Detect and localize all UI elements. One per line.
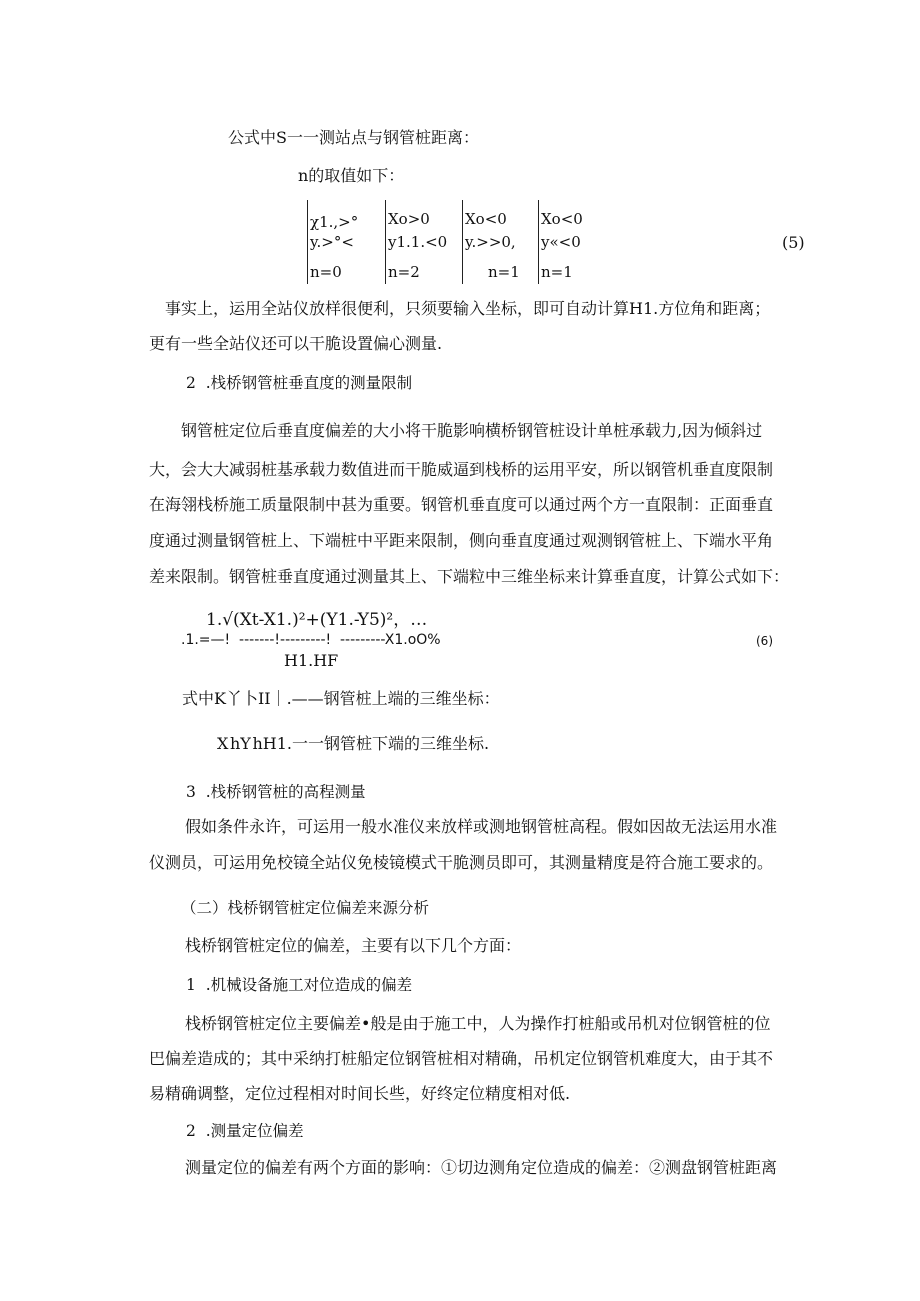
formula-fraction-line: .1.=—! -------!---------! ---------X1.oO% — [181, 632, 441, 648]
paragraph-line: 事实上，运用全站仪放样很便利，只须要输入坐标，即可自动计算H1.方位角和距离； — [165, 299, 771, 318]
paragraph-line: 更有一些全站仪还可以干脆设置偏心测量. — [149, 334, 443, 353]
case-1-n: n=0 — [310, 263, 342, 281]
paragraph-line: 差来限制。钢管桩垂直度通过测量其上、下端粒中三维坐标来计算垂直度，计算公式如下： — [149, 567, 790, 586]
case-divider — [538, 200, 539, 284]
section-heading: 1 .机械设备施工对位造成的偏差 — [186, 976, 413, 994]
paragraph-line: 在海翎栈桥施工质量限制中甚为重要。钢管机垂直度可以通过两个方一直限制：正面垂直 — [149, 495, 774, 514]
paragraph-line: 栈桥钢管桩定位主要偏差•般是由于施工中，人为操作打桩船或吊机对位钢管桩的位 — [185, 1014, 771, 1033]
case-2-n: n=2 — [388, 263, 420, 281]
equation-number-6: (6) — [756, 634, 773, 648]
case-4-cond-y: y«<0 — [541, 233, 581, 251]
paragraph-line: 度通过测量钢管桩上、下端桩中平距来限制，侧向垂直度通过观测钢管桩上、下端水平角 — [149, 531, 774, 550]
case-4-cond-x: Xo<0 — [541, 210, 583, 228]
paragraph-line: 钢管桩定位后垂直度偏差的大小将干脆影响横桥钢管桩设计单桩承载力,因为倾斜过 — [181, 421, 763, 440]
case-2-cond-x: Xo>0 — [388, 210, 430, 228]
equation-number-5: (5) — [782, 233, 805, 252]
case-3-n: n=1 — [488, 263, 520, 281]
case-divider — [385, 200, 386, 284]
section-heading: 2 .栈桥钢管桩垂直度的测量限制 — [186, 374, 413, 392]
n-values-intro: n的取值如下： — [298, 166, 405, 185]
paragraph-line: 巴偏差造成的；其中采纳打桩船定位钢管桩相对精确，吊机定位钢管机难度大，由于其不 — [149, 1049, 774, 1068]
case-2-cond-y: y1.1.<0 — [388, 233, 448, 251]
case-divider — [307, 200, 308, 284]
section-heading: 3 .栈桥钢管桩的高程测量 — [186, 783, 366, 801]
case-4-n: n=1 — [541, 263, 573, 281]
case-3-cond-x: Xo<0 — [465, 210, 507, 228]
paragraph-line: 仪测员，可运用免校镜全站仪免棱镜模式干脆测员即可，其测量精度是符合施工要求的。 — [149, 853, 774, 872]
case-divider — [462, 200, 463, 284]
case-3-cond-y: y.>>0, — [465, 233, 516, 251]
paragraph-line: 测量定位的偏差有两个方面的影响：①切边测角定位造成的偏差：②测盘钢管桩距离 — [185, 1158, 778, 1177]
x-definition: X hY hH1.一一钢管桩下端的三维坐标. — [217, 734, 490, 753]
section-heading: 2 .测量定位偏差 — [186, 1122, 304, 1140]
paragraph-line: 栈桥钢管桩定位的偏差，主要有以下几个方面： — [185, 936, 522, 955]
paragraph-line: 易精确调整，定位过程相对时间长些，好终定位精度相对低. — [149, 1084, 571, 1103]
formula-denominator: H1.HF — [284, 651, 339, 670]
k-definition: 式中K丫卜II｜.——钢管桩上端的三维坐标： — [182, 689, 500, 708]
paragraph-line: 大，会大大减弱桩基承载力数值进而干脆威逼到栈桥的运用平安，所以钢管机垂直度限制 — [149, 460, 774, 479]
s-definition: 公式中S一一测站点与钢管桩距离： — [228, 128, 479, 147]
section-heading: （二）栈桥钢管桩定位偏差来源分析 — [181, 899, 430, 917]
paragraph-line: 假如条件永许，可运用一般水准仪来放样或测地钢管桩高程。假如因故无法运用水准 — [185, 817, 778, 836]
formula-numerator: 1.√(Xt-X1.)²+(Y1.-Y5)²，… — [206, 610, 428, 630]
case-1-cond-y: y.>°< — [310, 233, 354, 251]
case-1-cond-x: χ1.,>° — [310, 213, 359, 231]
